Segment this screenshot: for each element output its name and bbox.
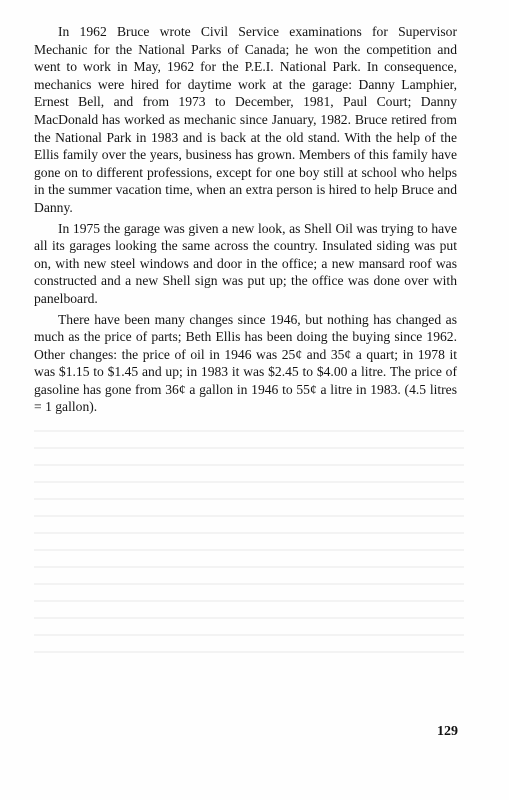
show-through-texture — [34, 430, 464, 690]
body-text — [34, 23, 457, 416]
paragraph-1: In 1962 Bruce wrote Civil Service examinations for Supervisor Mechanic for the National Parks of Canada; he won the competition and went to work in May, 1962 for the P.E.I. National Park. In consequence, mechanics were hired for daytime work at the garage: Danny Lamphier, Ernest Bell, and from 1973 to December, 1981, Paul Court; Danny MacDonald has worked as mechanic since January, 1982. Bruce retired from the National Park in 1983 and is back at the old stand. With the help of the Ellis family over the years, business has grown. Members of this family have gone on to different professions, except for one boy still at school who helps in the summer vacation time, when an extra person is hired to help Bruce and Danny. — [34, 24, 457, 215]
paragraph-2: In 1975 the garage was given a new look, as Shell Oil was trying to have all its garages looking the same across the country. Insulated siding was put on, with new steel windows and door in the office; a new mansard roof was constructed and a new Shell sign was put up; the office was done over with panelboard. — [34, 220, 457, 306]
page-number: 129 — [437, 724, 458, 739]
paragraph-3: There have been many changes since 1946, but nothing has changed as much as the price of parts; Beth Ellis has been doing the buying since 1962. Other changes: the price of oil in 1946 was 25¢ and 35¢ a quart; in 1978 it was $1.15 to $1.45 and up; in 1983 it was $2.45 to $4.00 a litre. The price of gasoline has gone from 36¢ a gallon in 1946 to 55¢ a litre in 1983. (4.5 litres = 1 gallon). — [34, 311, 457, 415]
